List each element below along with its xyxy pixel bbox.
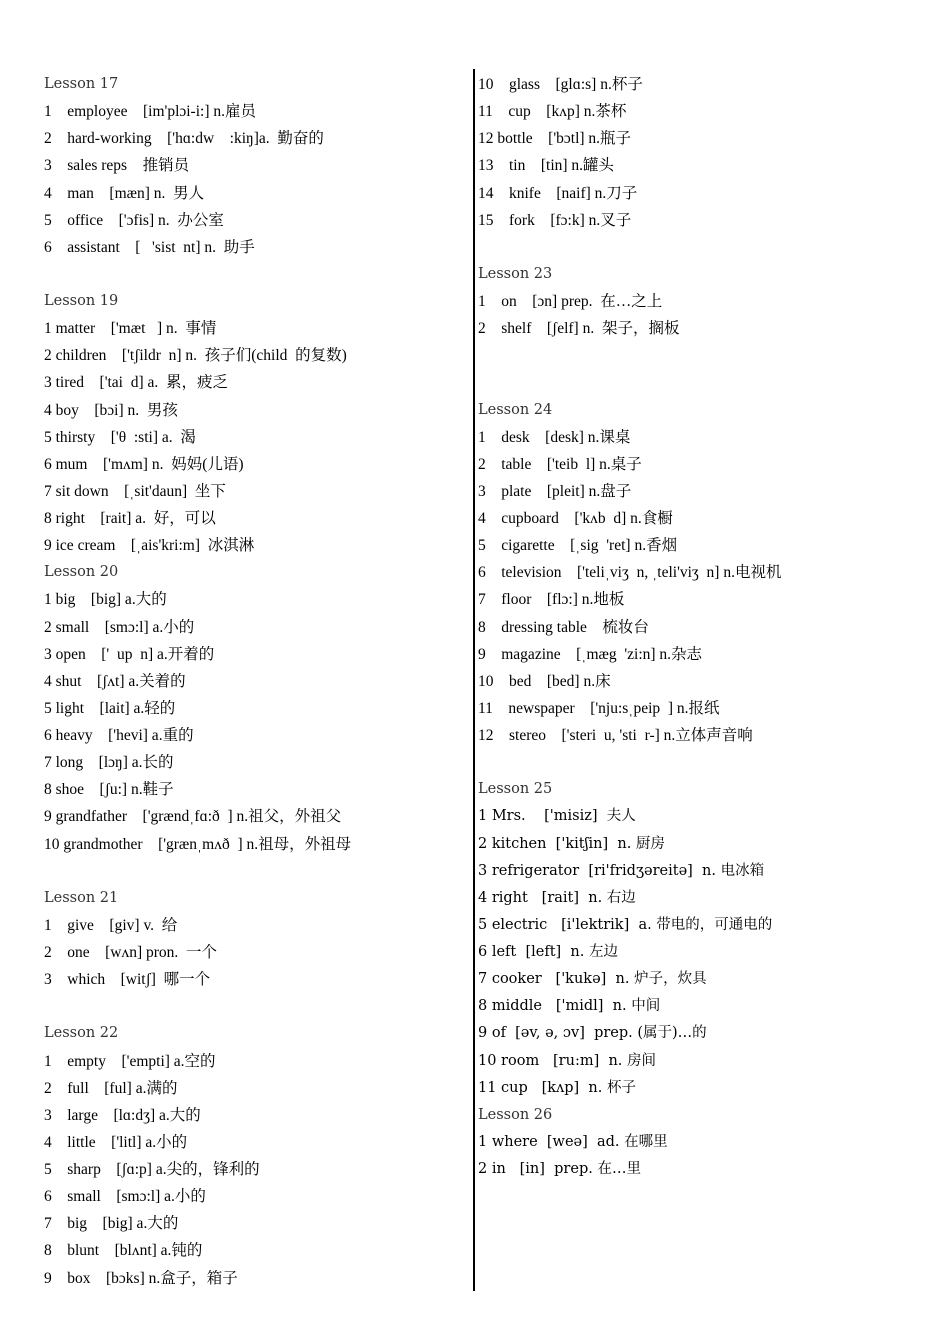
right-vocabulary-column <box>478 71 938 1183</box>
vocabulary-entry: 10 room [ru:m] n. 房间 <box>478 1052 657 1069</box>
vocabulary-entry: 8 shoe [ʃu:] n.鞋子 <box>44 781 174 799</box>
vocabulary-entry: 2 kitchen ['kitʃin] n. 厨房 <box>478 835 665 852</box>
vocabulary-entry: 5 office ['ɔfis] n. 办公室 <box>44 211 224 229</box>
vocabulary-entry: 9 box [bɔks] n.盒子，箱子 <box>44 1269 238 1287</box>
vocabulary-entry: 5 sharp [ʃɑ:p] a.尖的，锋利的 <box>44 1161 260 1178</box>
vocabulary-entry: 2 table ['teib l] n.桌子 <box>478 455 642 473</box>
blank-line <box>478 234 938 261</box>
vocabulary-entry: 1 on [ɔn] prep. 在…之上 <box>478 293 663 310</box>
vocabulary-entry: 2 shelf [ʃelf] n. 架子，搁板 <box>478 320 680 338</box>
blank-line <box>44 261 464 288</box>
vocabulary-entry: 2 one [wʌn] pron. 一个 <box>44 944 218 961</box>
vocabulary-entry: 1 where [weə] ad. 在哪里 <box>478 1133 668 1150</box>
vocabulary-entry: 10 glass [glɑ:s] n.杯子 <box>478 76 643 93</box>
blank-line <box>478 342 938 369</box>
vocabulary-entry: 10 grandmother ['grænˌmʌð ] n.祖母，外祖母 <box>44 835 352 853</box>
vocabulary-entry: 5 light [lait] a.轻的 <box>44 699 176 717</box>
vocabulary-entry: 5 cigarette [ˌsig 'ret] n.香烟 <box>478 537 678 555</box>
vocabulary-entry: 1 matter ['mæt ] n. 事情 <box>44 320 217 338</box>
vocabulary-entry: 9 grandfather ['grændˌfɑ:ð ] n.祖父，外祖父 <box>44 808 342 826</box>
vocabulary-entry: 9 magazine [ˌmæg 'zi:n] n.杂志 <box>478 645 703 663</box>
vocabulary-entry: 4 right [rait] n. 右边 <box>478 889 636 906</box>
vocabulary-entry: 5 electric [i'lektrik] a. 带电的，可通电的 <box>478 916 773 933</box>
vocabulary-entry: 7 big [big] a.大的 <box>44 1215 179 1233</box>
vocabulary-entry: 11 cup [kʌp] n. 杯子 <box>478 1079 636 1096</box>
lesson-heading: Lesson 22 <box>44 1025 119 1042</box>
vocabulary-entry: 9 of [əv, ə, ɔv] prep. (属于)…的 <box>478 1025 707 1042</box>
vocabulary-entry: 7 cooker ['kukə] n. 炉子，炊具 <box>478 971 707 988</box>
vocabulary-entry: 2 hard-working ['hɑ:dw :kiŋ]a. 勤奋的 <box>44 130 324 148</box>
lesson-heading: Lesson 20 <box>44 564 119 581</box>
vocabulary-entry: 1 empty ['empti] a.空的 <box>44 1052 216 1070</box>
lesson-heading: Lesson 17 <box>44 76 119 92</box>
lesson-heading: Lesson 24 <box>478 401 553 418</box>
blank-line <box>478 749 938 776</box>
vocabulary-entry: 4 boy [bɔi] n. 男孩 <box>44 401 178 419</box>
vocabulary-entry: 2 full [ful] a.满的 <box>44 1079 178 1097</box>
vocabulary-entry: 3 sales reps 推销员 <box>44 157 190 175</box>
vocabulary-entry: 12 bottle ['bɔtl] n.瓶子 <box>478 130 632 148</box>
vocabulary-entry: 10 bed [bed] n.床 <box>478 672 611 690</box>
vocabulary-entry: 14 knife [naif] n.刀子 <box>478 184 638 202</box>
blank-line <box>44 858 464 885</box>
vocabulary-entry: 6 mum ['mʌm] n. 妈妈(儿语) <box>44 455 244 473</box>
vocabulary-entry: 3 which [witʃ] 哪一个 <box>44 971 211 989</box>
blank-line <box>478 369 938 396</box>
lesson-heading: Lesson 25 <box>478 781 553 798</box>
vocabulary-entry: 15 fork [fɔ:k] n.叉子 <box>478 211 632 229</box>
vocabulary-entry: 4 shut [ʃʌt] a.关着的 <box>44 672 186 690</box>
vocabulary-entry: 8 dressing table 梳妆台 <box>478 618 649 636</box>
vocabulary-entry: 6 heavy ['hevi] a.重的 <box>44 727 194 744</box>
vocabulary-entry: 3 large [lɑ:dʒ] a.大的 <box>44 1106 201 1124</box>
lesson-heading: Lesson 23 <box>478 265 553 282</box>
vocabulary-entry: 2 in [in] prep. 在…里 <box>478 1161 641 1177</box>
vocabulary-entry: 1 Mrs. ['misiz] 夫人 <box>478 808 636 825</box>
vocabulary-entry: 6 television ['teliˌviʒ n, ˌteli'viʒ n] n.电视机 <box>478 564 782 582</box>
vocabulary-entry: 2 children ['tʃildr n] n. 孩子们(child 的复数) <box>44 347 347 365</box>
vocabulary-entry: 7 floor [flɔ:] n.地板 <box>478 591 625 609</box>
vocabulary-entry: 9 ice cream [ˌais'kri:m] 冰淇淋 <box>44 537 255 555</box>
left-vocabulary-column <box>44 71 464 1292</box>
vocabulary-entry: 13 tin [tin] n.罐头 <box>478 157 615 175</box>
vocabulary-entry: 4 man [mæn] n. 男人 <box>44 184 205 202</box>
vocabulary-entry: 3 refrigerator [ri'fridʒəreitə] n. 电冰箱 <box>478 862 765 879</box>
vocabulary-entry: 1 big [big] a.大的 <box>44 591 167 609</box>
vocabulary-entry: 3 plate [pleit] n.盘子 <box>478 482 632 500</box>
lesson-heading: Lesson 26 <box>478 1106 553 1123</box>
vocabulary-entry: 11 cup [kʌp] n.茶杯 <box>478 103 627 121</box>
lesson-heading: Lesson 21 <box>44 889 119 906</box>
column-divider <box>473 69 475 1291</box>
vocabulary-entry: 4 cupboard ['kʌb d] n.食橱 <box>478 510 673 527</box>
vocabulary-entry: 6 left [left] n. 左边 <box>478 944 618 960</box>
vocabulary-entry: 4 little ['litl] a.小的 <box>44 1133 188 1151</box>
vocabulary-entry: 8 middle ['midl] n. 中间 <box>478 998 661 1015</box>
vocabulary-entry: 5 thirsty ['θ :sti] a. 渴 <box>44 428 196 446</box>
vocabulary-entry: 8 right [rait] a. 好，可以 <box>44 510 216 527</box>
vocabulary-entry: 3 open [' up n] a.开着的 <box>44 645 215 663</box>
vocabulary-entry: 7 sit down [ˌsit'daun] 坐下 <box>44 482 226 500</box>
vocabulary-entry: 1 desk [desk] n.课桌 <box>478 428 631 446</box>
vocabulary-entry: 11 newspaper ['nju:sˌpeip ] n.报纸 <box>478 699 720 717</box>
vocabulary-entry: 6 small [smɔ:l] a.小的 <box>44 1188 206 1206</box>
vocabulary-entry: 8 blunt [blʌnt] a.钝的 <box>44 1242 203 1260</box>
vocabulary-entry: 7 long [lɔŋ] a.长的 <box>44 754 174 772</box>
vocabulary-entry: 1 give [giv] v. 给 <box>44 916 178 934</box>
lesson-heading: Lesson 19 <box>44 293 119 309</box>
vocabulary-entry: 1 employee [im'plɔi-i:] n.雇员 <box>44 103 256 121</box>
vocabulary-entry: 3 tired ['tai d] a. 累，疲乏 <box>44 374 229 392</box>
vocabulary-entry: 6 assistant [ 'sist nt] n. 助手 <box>44 238 255 256</box>
vocabulary-entry: 12 stereo ['steri u, 'sti r-] n.立体声音响 <box>478 727 753 744</box>
blank-line <box>44 993 464 1020</box>
vocabulary-entry: 2 small [smɔ:l] a.小的 <box>44 618 195 636</box>
